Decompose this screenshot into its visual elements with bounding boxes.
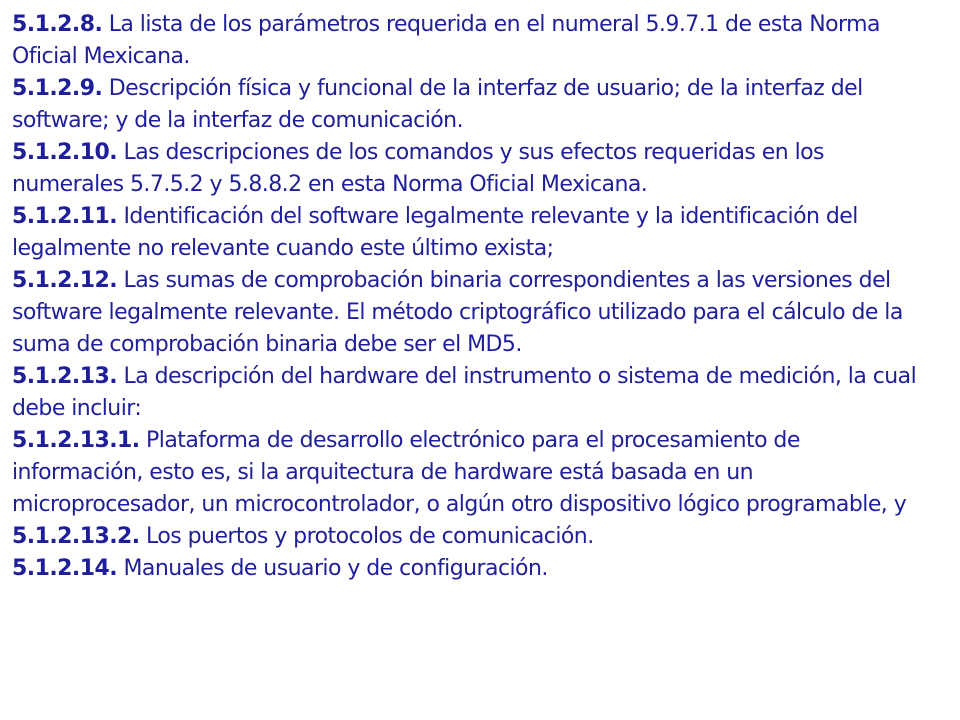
clause-number: 5.1.2.13.: [12, 364, 118, 389]
clause-number: 5.1.2.8.: [12, 12, 103, 37]
clause-number: 5.1.2.12.: [12, 268, 118, 293]
clause-text: Plataforma de desarrollo electrónico para el procesamiento de información, esto es, si la arquitectura de hardware está basada en un microprocesador, un microcontrolador, o algún otro dispositivo lógico programable, y: [12, 428, 907, 517]
clause-5-1-2-14: [12, 553, 936, 585]
clause-5-1-2-13: [12, 361, 936, 425]
clause-number: 5.1.2.13.1.: [12, 428, 140, 453]
clause-text: La descripción del hardware del instrumento o sistema de medición, la cual debe incluir:: [12, 364, 917, 421]
clause-5-1-2-13-1: [12, 425, 936, 521]
clause-5-1-2-8: [12, 9, 936, 73]
clause-number: 5.1.2.11.: [12, 204, 118, 229]
clause-number: 5.1.2.14.: [12, 556, 118, 581]
clause-text: Manuales de usuario y de configuración.: [123, 556, 548, 581]
clause-number: 5.1.2.10.: [12, 140, 118, 165]
clause-number: 5.1.2.13.2.: [12, 524, 140, 549]
clause-5-1-2-12: [12, 265, 936, 361]
clause-5-1-2-10: [12, 137, 936, 201]
clause-5-1-2-9: [12, 73, 936, 137]
clause-5-1-2-11: [12, 201, 936, 265]
clause-text: Identificación del software legalmente relevante y la identificación del legalmente no relevante cuando este último exista;: [12, 204, 858, 261]
clause-text: La lista de los parámetros requerida en el numeral 5.9.7.1 de esta Norma Oficial Mexicana.: [12, 12, 880, 69]
clause-number: 5.1.2.9.: [12, 76, 103, 101]
clause-text: Las descripciones de los comandos y sus efectos requeridas en los numerales 5.7.5.2 y 5.8.8.2 en esta Norma Oficial Mexicana.: [12, 140, 824, 197]
clause-text: Las sumas de comprobación binaria correspondientes a las versiones del software legalmente relevante. El método criptográfico utilizado para el cálculo de la suma de comprobación binaria debe ser el MD5.: [12, 268, 903, 357]
clause-5-1-2-13-2: [12, 521, 936, 553]
clause-text: Los puertos y protocolos de comunicación.: [146, 524, 594, 549]
clause-text: Descripción física y funcional de la interfaz de usuario; de la interfaz del software; y de la interfaz de comunicación.: [12, 76, 863, 133]
